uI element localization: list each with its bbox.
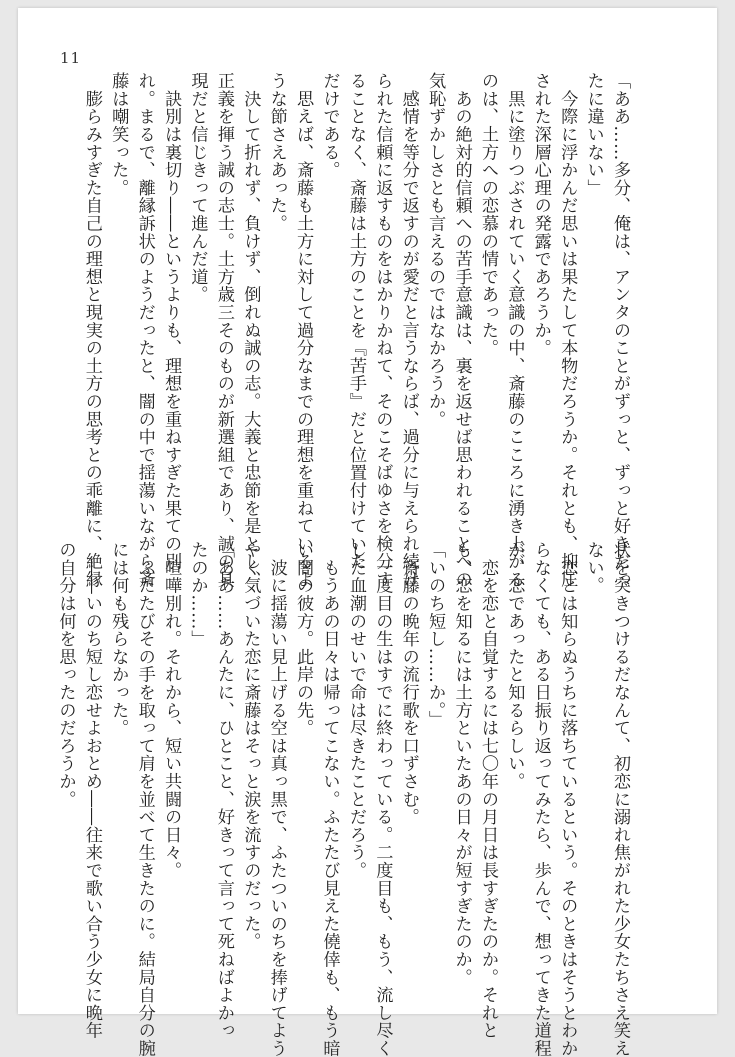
text-column: ふたたびその手を取って肩を並べて生きたのに。結局自分の腕 (134, 541, 155, 1057)
text-column: 斎藤の晩年の流行歌を口ずさむ。 (398, 541, 419, 826)
text-column: 「ああ……あんたに、ひとこと、好きって言って死ねばよかっ (213, 541, 234, 1040)
text-column: もうあの日々は帰ってこない。ふたたび見えた僥倖も、もう暗 (319, 541, 340, 1057)
text-column: やく気づいた恋に斎藤はそっと涙を流すのだった。 (240, 541, 261, 951)
text-column: 恋とは知らぬうちに落ちているという。そのときはそうとわか (557, 541, 578, 1057)
text-column: のは、土方への恋慕の情であった。 (477, 72, 498, 357)
text-column: 感情を等分で返すのが愛だと言うならば、過分に与えられ続け (398, 72, 419, 589)
text-column: 恋を恋と自覚するには七〇年の月日は長すぎたのか。それと (477, 541, 498, 1040)
text-column: 黒に塗りつぶされていく意識の中、斎藤のこころに湧き上がる (504, 72, 525, 589)
text-column: 今際に浮かんだ思いは果たして本物だろうか。それとも、抑圧 (557, 72, 578, 589)
text-column: られた信頼に返すものをはかりかねて、そのこそばゆさを検分す (372, 72, 393, 589)
text-column: 思えば、斎藤も土方に対して過分なまでの理想を重ねているよ (293, 72, 314, 589)
text-column: 決して折れず、負けず、倒れぬ誠の志。大義と忠節を是とし、 (240, 72, 261, 589)
text-column: あの絶対的信頼への苦手意識は、裏を返せば思われることへの (451, 72, 472, 589)
text-column: ない。 (583, 541, 604, 595)
text-column: だけである。 (319, 72, 340, 179)
text-column: らなくても、ある日振り返ってみたら、歩んで、想ってきた道程 (530, 541, 551, 1057)
text-column: された深層心理の発露であろうか。 (530, 72, 551, 357)
text-column: たに違いない」 (583, 72, 604, 197)
text-column: 現だと信じきって進んだ道。 (187, 72, 208, 304)
text-column: した血潮のせいで命は尽きたことだろう。 (345, 541, 366, 880)
page-number: 11 (60, 49, 82, 67)
text-column: 状を突きつけるだなんて、初恋に溺れ焦がれた少女たちさえ笑え (610, 541, 630, 1057)
text-column: 気恥ずかしさとも言えるのではなかろうか。 (425, 72, 446, 428)
text-column: 波に揺蕩い見上げる空は真っ黒で、ふたついのちを捧げてよう (266, 541, 287, 1057)
text-column: 「いのち短し……か。」 (425, 541, 446, 729)
text-column: 正義を揮う誠の志士。土方歳三そのものが新選組であり、誠の具 (213, 72, 234, 589)
text-column: には何も残らなかった。 (108, 541, 129, 737)
text-column: も、恋を知るには土方といたあの日々が短すぎたのか。 (451, 541, 472, 986)
text-column: ることなく、斎藤は土方のことを『苦手』だと位置付けていた (345, 72, 366, 571)
text-column: の自分は何を思ったのだろうか。 (55, 541, 76, 808)
text-column: 「ああ……多分、俺は、アンタのことがずっと、ずっと好きだっ (610, 72, 630, 589)
text-block-bottom (55, 541, 633, 1057)
text-column: うな節さえあった。 (266, 72, 287, 233)
text-column: たのか……」 (187, 541, 208, 648)
text-column: い闇の彼方。此岸の先。 (293, 541, 314, 737)
text-column: れ。まるで、離縁訴状のようだったと、闇の中で揺蕩いながら斎 (134, 72, 155, 589)
text-column: 藤は嘲笑った。 (108, 72, 129, 197)
text-column: ――いのち短し恋せよおとめ――往来で歌い合う少女に晩年 (81, 541, 102, 1040)
text-column: 喧嘩別れ。それから、短い共闘の日々。 (161, 541, 182, 880)
text-column: 訣別は裏切り――というよりも、理想を重ねすぎた果ての別 (161, 72, 182, 571)
book-page (18, 8, 717, 1057)
text-column: 膨らみすぎた自己の理想と現実の土方の思考との乖離に、絶縁 (81, 72, 102, 589)
text-block-top (81, 72, 633, 589)
text-column: 一度目の生はすでに終わっている。二度目も、もう、流し尽く (372, 541, 393, 1057)
text-column: が、恋であったと知るらしい。 (504, 541, 525, 791)
